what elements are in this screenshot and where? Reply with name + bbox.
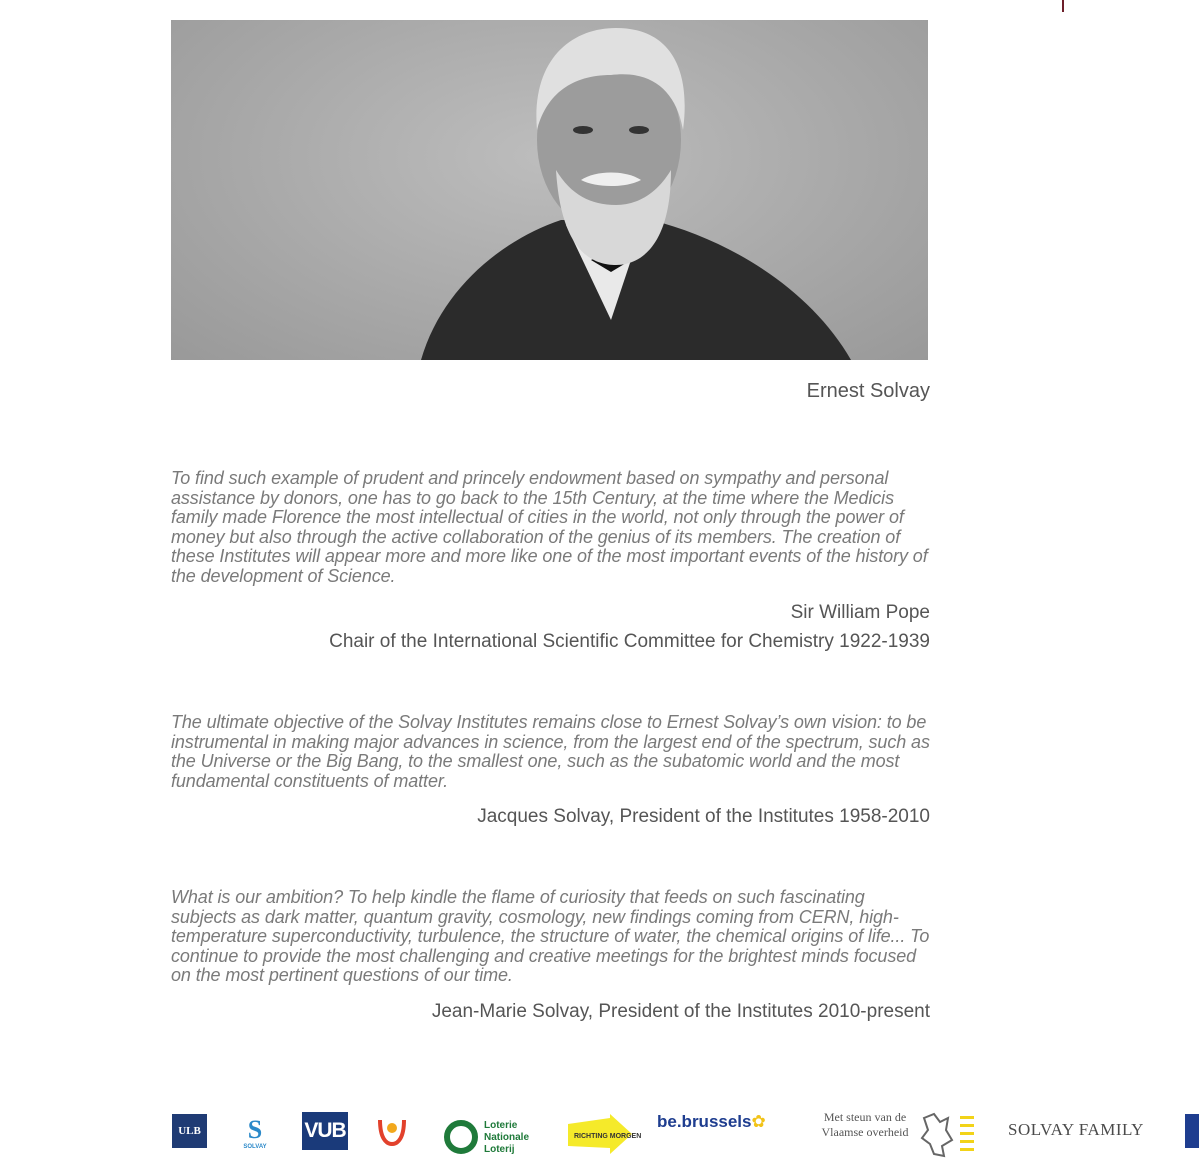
loterie-line-3: Loterij xyxy=(484,1144,515,1155)
be-brussels-logo[interactable] xyxy=(657,1112,766,1132)
fwb-logo-icon xyxy=(376,1114,408,1148)
loterie-text xyxy=(484,1120,529,1156)
portrait-caption: Ernest Solvay xyxy=(806,380,930,402)
be-brussels-text: be.brussels xyxy=(657,1112,752,1131)
quote-pope-author: Sir William Pope xyxy=(790,602,930,623)
top-accent-mark xyxy=(1062,0,1064,12)
solvay-logo-text: SOLVAY xyxy=(243,1144,267,1150)
quote-jeanmarie-author: Jean-Marie Solvay, President of the Institutes 2010-present xyxy=(431,1001,930,1022)
quote-pope-role: Chair of the International Scientific Committee for Chemistry 1922-1939 xyxy=(329,631,930,652)
richting-morgen-logo[interactable] xyxy=(566,1114,642,1156)
solvay-logo[interactable] xyxy=(238,1116,272,1158)
portrait-illustration xyxy=(171,20,928,360)
vlaamse-overheid-logo[interactable] xyxy=(816,1110,914,1140)
partial-logo-edge[interactable] xyxy=(1185,1114,1199,1148)
solvay-family-logo[interactable]: SOLVAY FAMILY xyxy=(1008,1120,1144,1139)
loterie-line-2: Nationale xyxy=(484,1132,530,1143)
sponsor-logos-bar xyxy=(0,1100,1199,1164)
ernest-solvay-portrait xyxy=(171,20,928,360)
vub-logo[interactable]: VUB xyxy=(302,1112,348,1150)
flemish-lion-icon xyxy=(918,1110,978,1160)
loterie-line-1: Loterie xyxy=(484,1120,518,1131)
quote-jacques-author: Jacques Solvay, President of the Institutes 1958-2010 xyxy=(477,806,930,827)
quote-pope-text: To find such example of prudent and princely endowment based on sympathy and personal assistance by donors, one has to go back to the 15th Century, at the time where the Medicis family made Florence the most intellectual of cities in the world, not only through the power of money but also through the active collaboration of the genius of its members. The creation of these Institutes will appear more and more like one of the most important events of the history of the development of Science. xyxy=(171,468,928,586)
vlaamse-line-2: Vlaamse overheid xyxy=(821,1125,909,1139)
vlaamse-line-1: Met steun van de xyxy=(823,1110,907,1124)
solvay-logo-mark: S xyxy=(247,1115,263,1144)
quote-jacques-text: The ultimate objective of the Solvay Institutes remains close to Ernest Solvay’s own vision: to be instrumental in making major advances in science, from the largest end of the spectrum, such as the Universe or the Big Bang, to the smallest one, such as the subatomic world and the most fundamental constituents of matter. xyxy=(171,712,930,791)
ulb-logo[interactable]: ULB xyxy=(172,1114,207,1148)
loterie-ring-icon xyxy=(444,1120,478,1154)
federation-wallonie-bruxelles-logo[interactable] xyxy=(376,1114,408,1156)
quote-jeanmarie-text: What is our ambition? To help kindle the flame of curiosity that feeds on such fascinating subjects as dark matter, quantum gravity, cosmology, new findings coming from CERN, high-temperature superconductivity, turbulence, the structure of water, the chemical origins of life... To continue to provide the most challenging and creative meetings for the brightest minds focused on the most pertinent questions of our time. xyxy=(171,887,930,986)
richting-arrow-icon xyxy=(566,1114,642,1156)
loterie-nationale-logo[interactable] xyxy=(444,1116,536,1160)
iris-flower-icon: ✿ xyxy=(751,1112,766,1131)
richting-text: RICHTING MORGEN xyxy=(574,1133,642,1140)
